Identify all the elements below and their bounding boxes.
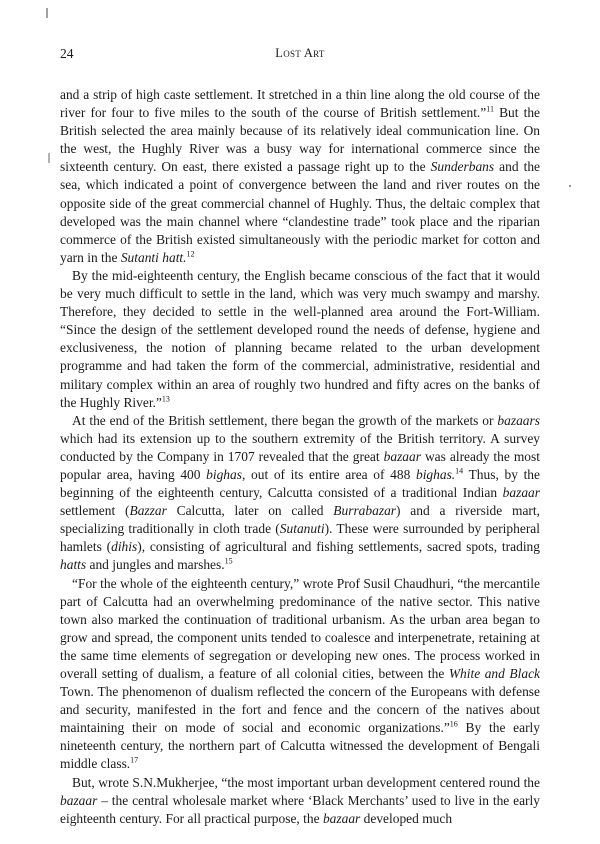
paragraph: [60, 267, 540, 412]
italic-term: bazaar: [383, 448, 421, 464]
italic-term: Sutanuti: [279, 521, 325, 537]
italic-term: bazaar: [60, 792, 98, 808]
italic-term: bazaars: [497, 412, 540, 428]
italic-term: bighas: [206, 466, 242, 482]
text-run: Calcutta, later on called: [166, 503, 334, 519]
running-head: Lost Art: [275, 46, 325, 60]
footnote-ref: 17: [130, 755, 139, 765]
text-run: and jungles and marshes.: [86, 557, 225, 573]
text-run: and a strip of high caste settlement. It stretched in a thin line along the old course of the river for four to five miles to the south of the course of British settlement.”: [60, 87, 540, 121]
text-run: ), consisting of agricultural and fishing settlements, sacred spots, trading: [137, 539, 540, 555]
text-run: was already the most popular area, having 400: [60, 448, 540, 482]
text-run: But, wrote S.N.Mukherjee, “the most important urban development centered round the: [72, 774, 540, 790]
footnote-ref: 13: [161, 394, 170, 404]
paragraph: [60, 412, 540, 575]
text-run: Thus, by the beginning of the eighteenth century, Calcutta consisted of a traditional Indian: [60, 466, 540, 501]
body-text: [60, 86, 540, 828]
italic-term: hatts: [60, 557, 87, 573]
text-run: At the end of the British settlement, there began the growth of the markets or: [72, 412, 498, 428]
text-run: By the mid-eighteenth century, the English became conscious of the fact that it would be very much difficult to settle in the land, which was very much swampy and marshy. Therefore, they decided to settle in the well-planned area around the Fort-William. “Since the design of the settlement developed round the needs of defense, hygiene and exclusiveness, the notion of planning became related to the urban development programme and had taken the form of the commercial, administrative, residential and military complex within an area of roughly two hundred and fifty acres on the banks of the Hughly River.”: [60, 267, 540, 410]
footnote-ref: 14: [455, 466, 464, 476]
italic-term: dihis: [111, 539, 138, 555]
italic-term: Bazzar: [129, 503, 167, 519]
text-run: settlement (: [60, 503, 130, 519]
text-run: – the central wholesale market where ‘Black Merchants’ used to live in the early eighteenth century. For all practical purpose, the: [60, 792, 540, 826]
paragraph: [60, 575, 540, 774]
italic-term: White and Black: [448, 666, 541, 681]
italic-term: Sunderbans: [430, 159, 495, 175]
paragraph: [60, 774, 540, 828]
text-run: By the early nineteenth century, the northern part of Calcutta witnessed the development of Bengali middle class.: [60, 720, 541, 772]
footnote-ref: 11: [486, 104, 494, 114]
text-run: Town. The phenomenon of dualism reflected the concern of the Europeans with defense and security, manifested in the fort and fence and the concern of the natives about maintaining their on mode of social and economic organizations.”: [60, 684, 540, 736]
text-run: ) and a riverside mart, specializing traditionally in cloth trade (: [60, 503, 541, 537]
footnote-ref: 16: [449, 719, 458, 729]
text-run: which had its extension up to the southern extremity of the British territory. A survey conducted by the Company in 1707 revealed that the great: [60, 430, 540, 464]
page-number: 24: [60, 46, 74, 61]
paragraph: [60, 86, 540, 267]
text-run: “For the whole of the eighteenth century,” wrote Prof Susil Chaudhuri, “the mercantile part of Calcutta had an overwhelming predominance of the native sector. This native town also marked the continuation of traditional urbanism. As the urban area began to grow and spread, the component units tended to coalesce and interpenetrate, retaining at the same time elements of segregation or developing new ones. The process worked in overall setting of dualism, a feature of all colonial cities, between the: [60, 575, 540, 681]
text-run: But the British selected the area mainly because of its relatively ideal communication line. On the west, the Hughly River was a busy way for international commerce since the sixteenth century. On east, there existed a passage right up to the: [60, 105, 540, 175]
italic-term: Burrabazar: [333, 503, 397, 519]
page-header: [60, 46, 540, 66]
margin-dot-mark: [569, 185, 571, 187]
text-run: ). These were surrounded by peripheral hamlets (: [60, 521, 540, 555]
italic-term: bazaar: [322, 810, 361, 826]
footnote-ref: 12: [186, 249, 195, 259]
italic-term: bighas.: [415, 466, 456, 482]
text-run: and the sea, which indicated a point of convergence between the land and river routes on the opposite side of the great commercial channel of Hughly. Thus, the deltaic complex that developed was the main channel where “clandestine trade” took place and the riparian commerce of the British existed simultaneously with the periodic market for cotton and yarn in the: [60, 159, 540, 265]
text-run: , out of its entire area of 488: [241, 466, 416, 482]
italic-term: bazaar: [502, 485, 540, 501]
italic-term: Sutanti hatt.: [120, 249, 187, 265]
footnote-ref: 15: [224, 556, 233, 566]
text-run: developed much: [360, 810, 453, 826]
